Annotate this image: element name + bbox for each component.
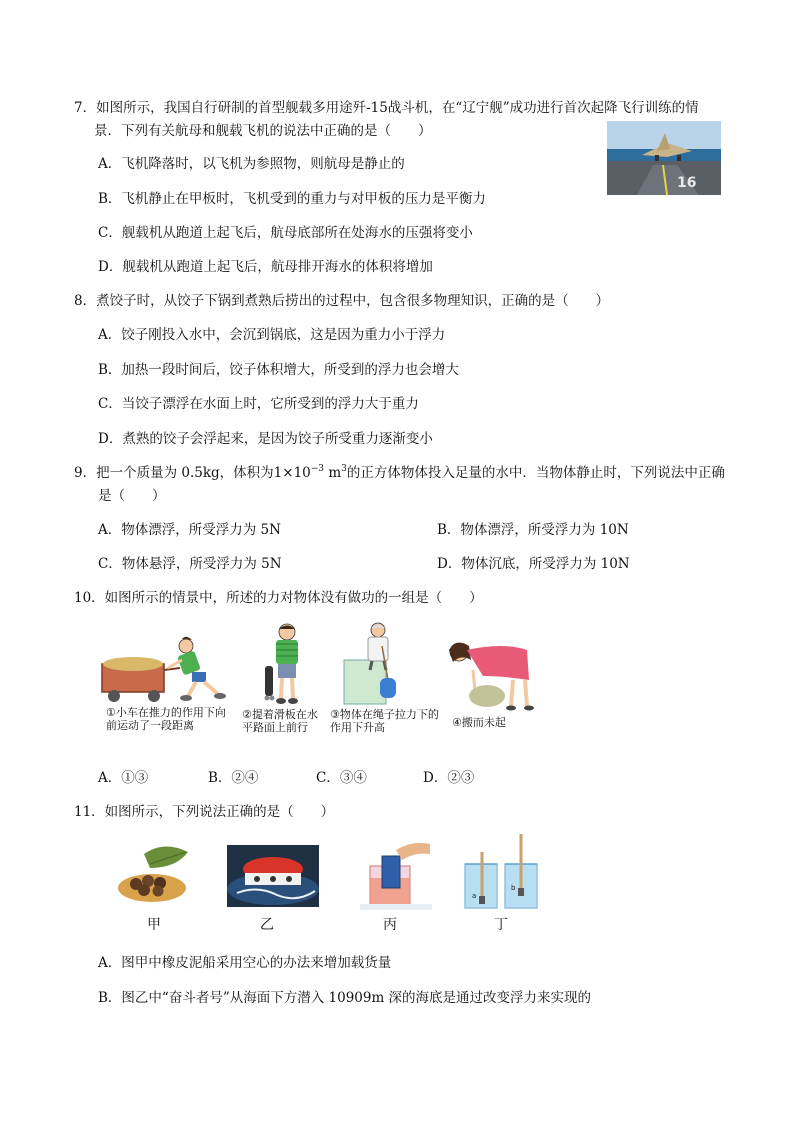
q11-stem: 11．如图所示，下列说法正确的是（ ） — [74, 804, 335, 820]
q10-option-a: A．①③ — [98, 770, 149, 786]
q9-option-a: A．物体漂浮，所受浮力为 5N — [98, 522, 281, 538]
q10-option-d: D．②③ — [423, 770, 475, 786]
clay-boat-photo — [116, 838, 196, 908]
q9-math: $1\times 10^{-3}$ $m^3$ — [273, 464, 347, 481]
q9-part2: 的正方体物体投入足量的水中．当物体静止时，下列说法中正确 — [346, 465, 725, 481]
q11-fig-label-yi: 乙 — [260, 917, 274, 933]
submersible-photo — [227, 845, 319, 907]
q7-option-a: A．飞机降落时，以飞机为参照物，则航母是静止的 — [98, 156, 405, 172]
q7-option-b: B．飞机静止在甲板时，飞机受到的重力与对甲板的压力是平衡力 — [98, 191, 486, 207]
q7-stem-line1: 7．如图所示，我国自行研制的首型舰载多用途歼-15战斗机，在“辽宁舰”成功进行首次起降飞行训练的情 — [74, 100, 699, 116]
q10-caption-2: ②提着滑板在水平路面上前行 — [242, 708, 318, 734]
q8-stem: 8．煮饺子时，从饺子下锅到煮熟后捞出的过程中，包含很多物理知识，正确的是（ ） — [74, 293, 610, 309]
q10-option-b: B．②④ — [208, 770, 259, 786]
rope-lift-illustration — [342, 620, 408, 706]
q11-fig-label-jia: 甲 — [147, 917, 161, 933]
q11-fig-label-ding: 丁 — [494, 917, 508, 933]
q10-caption-1: ①小车在推力的作用下向前运动了一段距离 — [106, 706, 226, 732]
q7-stem-line2: 景．下列有关航母和舰载飞机的说法中正确的是（ ） — [94, 123, 432, 139]
q9-option-b: B．物体漂浮，所受浮力为 10N — [437, 522, 629, 538]
q8-option-c: C．当饺子漂浮在水面上时，它所受到的浮力大于重力 — [98, 396, 419, 412]
q9-part1: 9．把一个质量为 0.5kg，体积为 — [74, 465, 274, 481]
lift-fail-illustration — [443, 636, 539, 712]
carry-skateboard-illustration — [262, 622, 312, 706]
q8-option-d: D．煮熟的饺子会浮起来，是因为饺子所受重力逐渐变小 — [98, 431, 433, 447]
cup-in-water-photo — [360, 838, 432, 910]
q8-option-a: A．饺子刚投入水中，会沉到锅底，这是因为重力小于浮力 — [98, 327, 446, 343]
carrier-jet-photo — [607, 121, 721, 195]
svg-text:16: 16 — [677, 175, 697, 191]
beaker-label-b: b — [511, 884, 516, 892]
q9-option-c: C．物体悬浮，所受浮力为 5N — [98, 556, 282, 572]
q10-caption-3: ③物体在绳子拉力下的作用下升高 — [330, 708, 439, 734]
push-cart-illustration — [100, 628, 230, 704]
q7-option-d: D．舰载机从跑道上起飞后，航母排开海水的体积将增加 — [98, 259, 433, 275]
q10-option-c: C．③④ — [316, 770, 367, 786]
q9-stem-line1 — [74, 461, 725, 481]
q11-option-a: A．图甲中橡皮泥船采用空心的办法来增加载货量 — [98, 955, 392, 971]
q11-fig-label-bing: 丙 — [383, 917, 397, 933]
q8-option-b: B．加热一段时间后，饺子体积增大，所受到的浮力也会增大 — [98, 362, 459, 378]
two-beakers-photo — [462, 834, 542, 912]
q10-stem: 10．如图所示的情景中，所述的力对物体没有做功的一组是（ ） — [74, 590, 483, 606]
q7-option-c: C．舰载机从跑道上起飞后，航母底部所在处海水的压强将变小 — [98, 225, 473, 241]
q9-option-d: D．物体沉底，所受浮力为 10N — [437, 556, 630, 572]
q11-option-b: B．图乙中“奋斗者号”从海面下方潜入 10909m 深的海底是通过改变浮力来实现的 — [98, 990, 592, 1006]
q10-caption-4: ④搬而未起 — [452, 716, 506, 729]
q9-stem-line2: 是（ ） — [98, 488, 166, 504]
beaker-label-a: a — [472, 892, 477, 900]
